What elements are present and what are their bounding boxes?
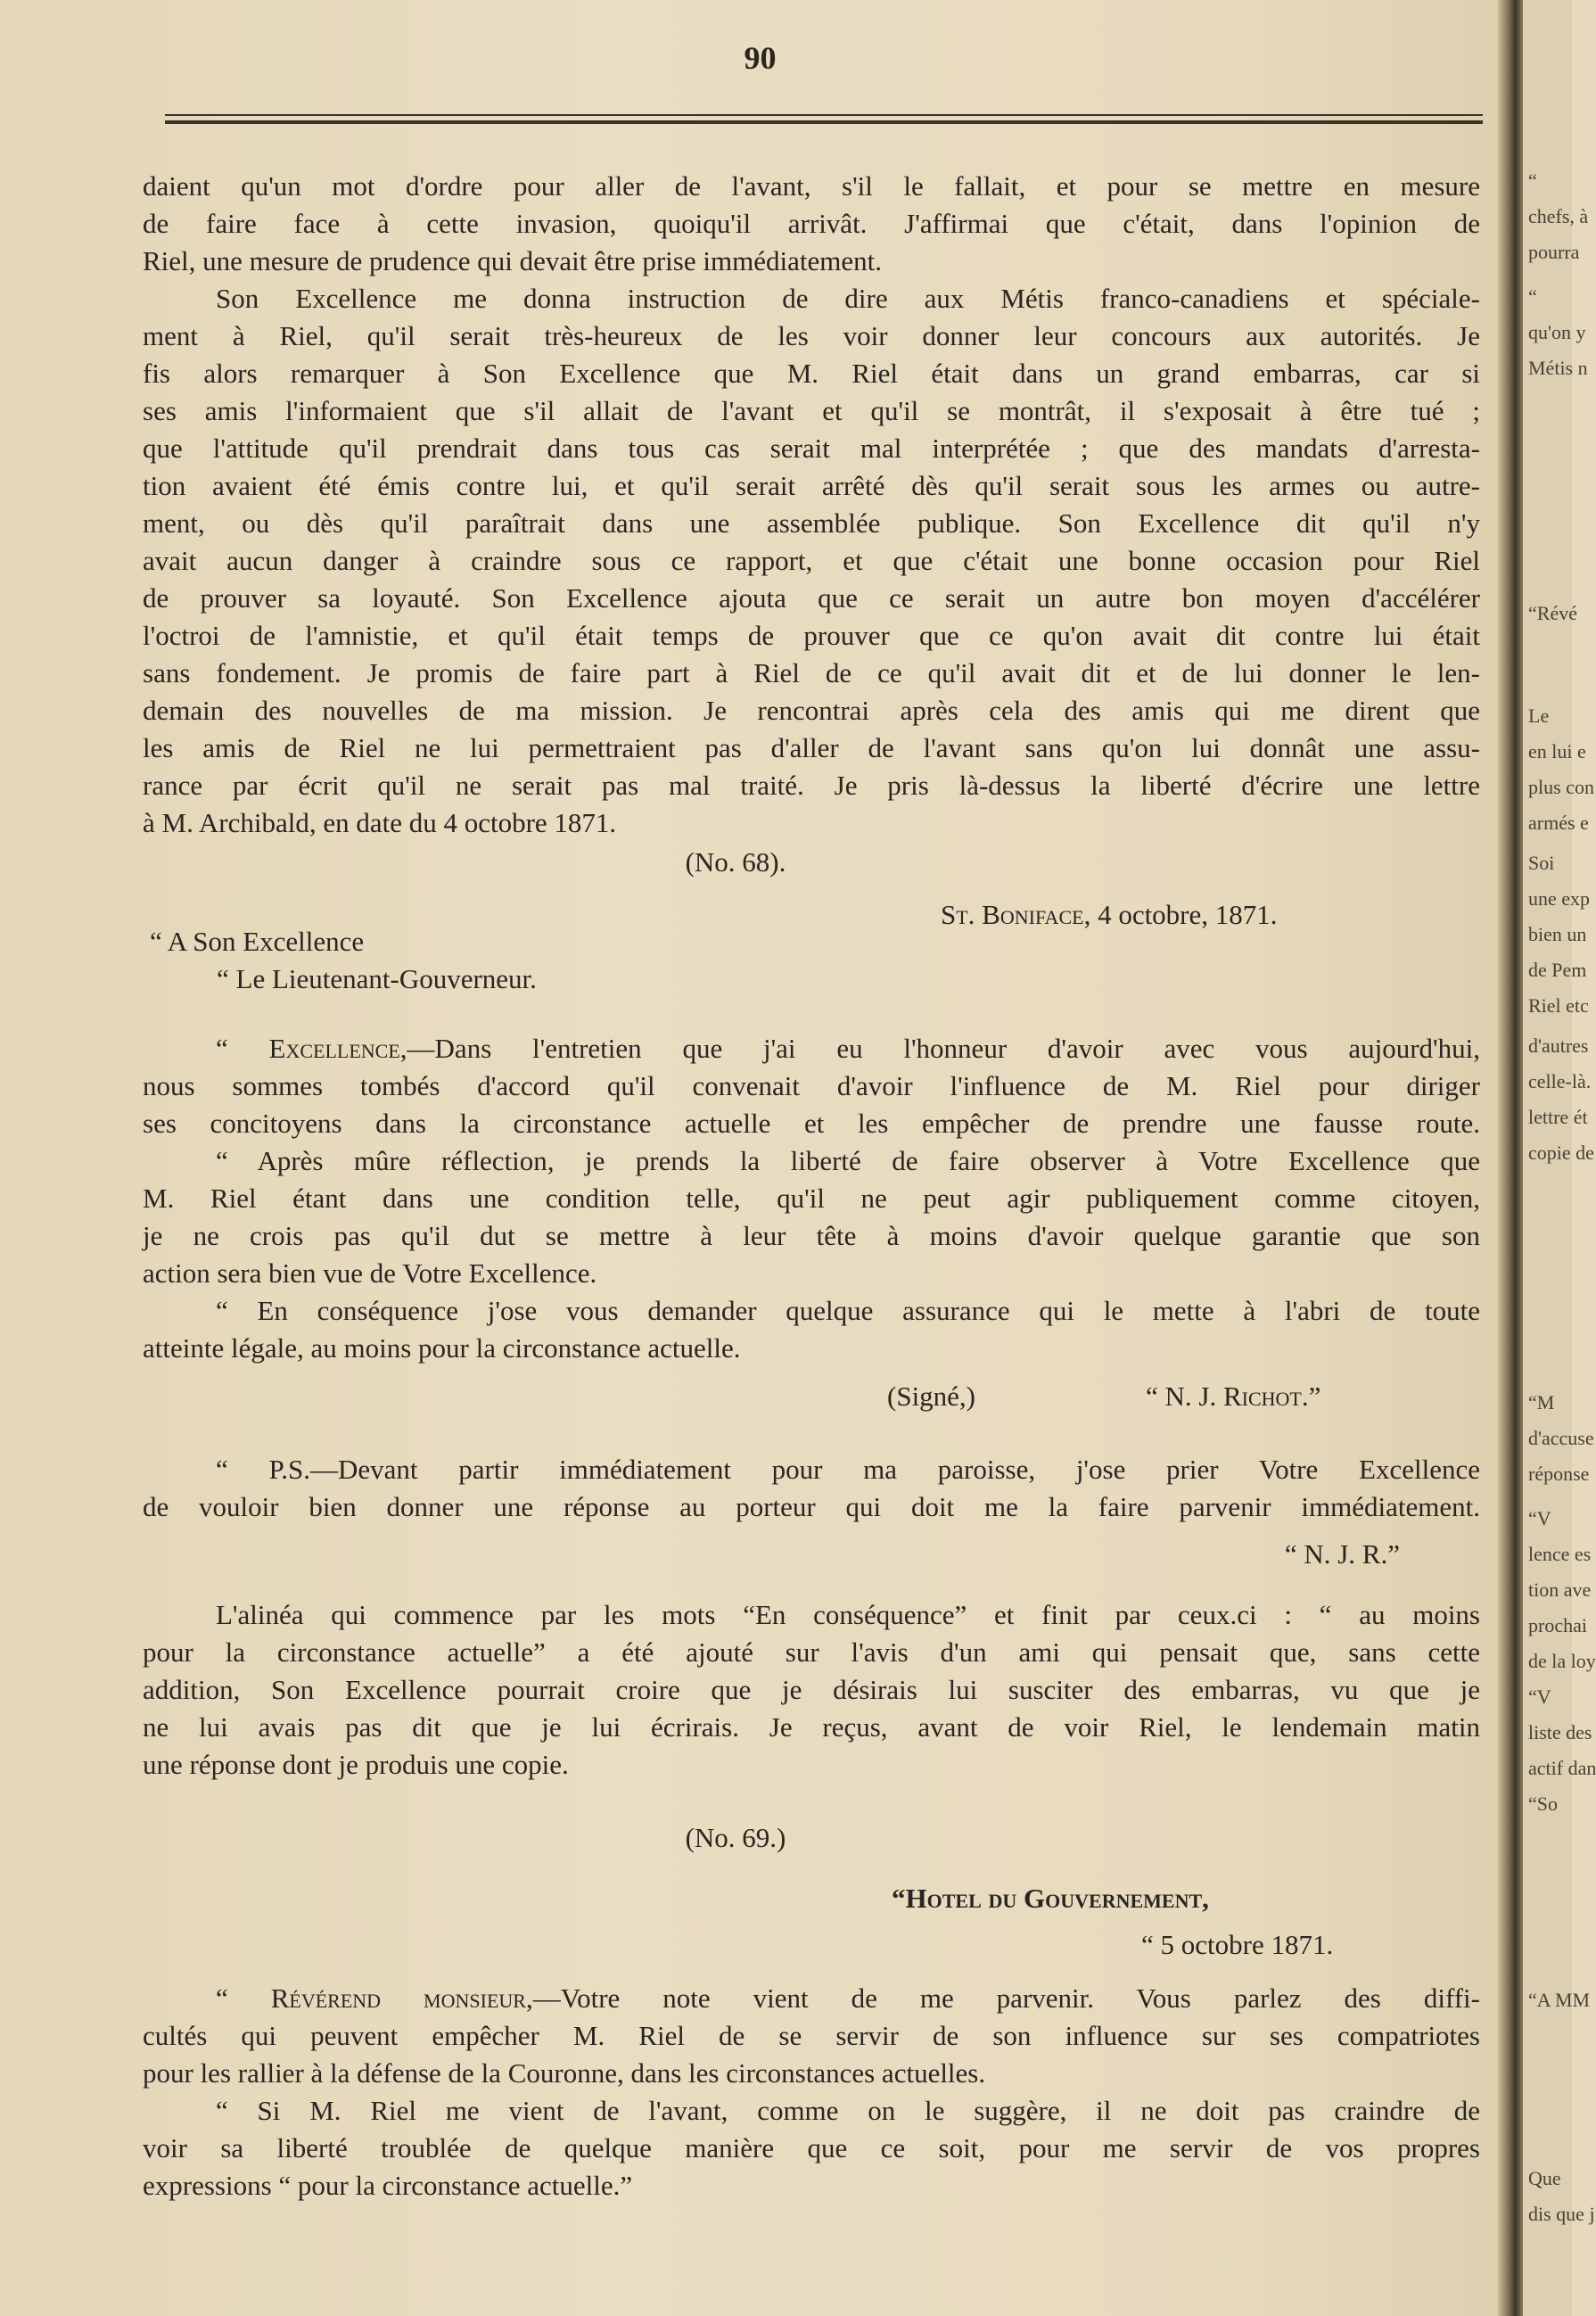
text-line: demain des nouvelles de ma mission. Je rencontrai après cela des amis qui me dirent que [143,695,1480,726]
text-line: les amis de Riel ne lui permettraient pas d'aller de l'avant sans qu'on lui donnât une assu- [143,732,1480,763]
adjacent-page-fragment: de Pem [1528,959,1587,981]
letter-69-salutation: “ Révérend monsieur, [216,1982,533,2014]
text-line: pour les rallier à la défense de la Couronne, dans les circonstances actuelles. [143,2057,986,2089]
text-line: voir sa liberté troublée de quelque manière que ce soit, pour me servir de vos propres [143,2132,1480,2164]
adjacent-page-fragment: bien un [1528,923,1587,945]
adjacent-page-fragment: celle-là. [1528,1070,1592,1092]
adjacent-page-fragment: plus con [1528,776,1594,798]
text-line: daient qu'un mot d'ordre pour aller de l'avant, s'il le fallait, et pour se mettre en mesure [143,170,1480,202]
text-line: à M. Archibald, en date du 4 octobre 1871. [143,807,617,838]
letter-68-signature-text: “ N. J. Richot.” [1146,1381,1321,1412]
text-line: tion avaient été émis contre lui, et qu'il serait arrêté dès qu'il serait sous les armes ou autre- [143,470,1480,501]
letter-68-line: —Dans l'entretien que j'ai eu l'honneur d'avoir avec vous aujourd'hui, [407,1033,1481,1064]
text-line: je ne crois pas qu'il dut se mettre à leur tête à moins d'avoir quelque garantie que son [143,1220,1480,1251]
text-line: Riel, une mesure de prudence qui devait être prise immédiatement. [143,245,882,276]
adjacent-page-fragment: lence es [1528,1543,1592,1565]
text-line: que l'attitude qu'il prendrait dans tous cas serait mal interprétée ; que des mandats d'arresta- [143,433,1480,464]
adjacent-page-fragment: actif dan [1528,1757,1596,1779]
adjacent-page-fragment: réponse [1528,1463,1590,1485]
letter-68-signature [1146,1378,1440,1415]
text-line: l'octroi de l'amnistie, et qu'il était temps de prouver que ce qu'on avait dit contre lui était [143,620,1480,651]
adjacent-page-fragment: liste des [1528,1721,1592,1743]
adjacent-page-fragment: dis que j [1528,2203,1595,2225]
text-line: “ P.S.—Devant partir immédiatement pour ma paroisse, j'ose prier Votre Excellence [216,1454,1480,1485]
letter-69-line: —Votre note vient de me parvenir. Vous parlez des diffi- [532,1982,1480,2014]
text-line: “ Après mûre réflection, je prends la liberté de faire observer à Votre Excellence que [216,1145,1480,1176]
body-text-middle [143,1596,1480,1784]
book-gutter [1498,0,1523,2316]
adjacent-page-fragment: armés e [1528,812,1589,834]
adjacent-page-fragment: chefs, à [1528,205,1589,227]
adjacent-page-fragment: Métis n [1528,357,1588,379]
text-line: ses amis l'informaient que s'il allait de l'avant et qu'il se montrât, il s'exposait à être tué ; [143,395,1480,426]
letter-68-addressee-2: “ Le Lieutenant-Gouverneur. [217,963,537,994]
page-number: 90 [744,40,777,76]
adjacent-page-fragment: Que [1528,2167,1561,2189]
text-line: fis alors remarquer à Son Excellence que M. Riel était dans un grand embarras, car si [143,358,1480,389]
adjacent-page-fragment: d'autres [1528,1034,1589,1057]
adjacent-page-fragment: “So [1528,1793,1558,1815]
letter-68-signed: (Signé,) [887,1381,976,1412]
text-line: atteinte légale, au moins pour la circonstance actuelle. [143,1332,741,1364]
adjacent-page-fragment: prochai [1528,1614,1587,1636]
text-line: expressions “ pour la circonstance actuelle.” [143,2170,633,2201]
body-text-top [143,168,1480,842]
adjacent-page-fragment: “A MM [1528,1989,1591,2011]
text-line: avait aucun danger à craindre sous ce rapport, et que c'était une bonne occasion pour Riel [143,545,1480,576]
text-line: ment, ou dès qu'il paraîtrait dans une assemblée publique. Son Excellence dit qu'il n'y [143,507,1480,539]
adjacent-page-fragment: Soi [1528,852,1555,874]
adjacent-page-fragment: “M [1528,1391,1555,1414]
adjacent-page-margin [1523,0,1596,2316]
text-line: rance par écrit qu'il ne serait pas mal traité. Je pris là-dessus la liberté d'écrire une lettre [143,770,1480,801]
adjacent-page-fragment: Riel etc [1528,994,1589,1017]
adjacent-page-fragment: qu'on y [1528,321,1586,343]
text-line: Son Excellence me donna instruction de dire aux Métis franco-canadiens et spéciale- [216,283,1480,314]
text-line: de vouloir bien donner une réponse au porteur qui doit me la faire parvenir immédiatement. [143,1491,1480,1522]
text-line [143,1980,1480,2017]
text-line: ne lui avais pas dit que je lui écrirais. Je reçus, avant de voir Riel, le lendemain matin [143,1711,1480,1743]
text-line: “ Si M. Riel me vient de l'avant, comme on le suggère, il ne doit pas craindre de [216,2095,1480,2126]
adjacent-page-fragment: une exp [1528,887,1591,910]
letter-68-ps [143,1451,1480,1526]
letter-69-body [143,1980,1480,2205]
text-line: L'alinéa qui commence par les mots “En conséquence” et finit par ceux.ci : “ au moins [216,1599,1480,1630]
adjacent-page-fragment: d'accuse [1528,1427,1594,1449]
text-line: sans fondement. Je promis de faire part à Riel de ce qu'il avait dit et de lui donner le len- [143,657,1480,688]
text-line: M. Riel étant dans une condition telle, qu'il ne peut agir publiquement comme citoyen, [143,1183,1480,1214]
adjacent-page-fragment: “ [1528,169,1537,192]
adjacent-page-fragment: “ [1528,285,1537,308]
adjacent-page-fragment: en lui e [1528,740,1586,762]
text-line: ment à Riel, qu'il serait très-heureux de les voir donner leur concours aux autorités. Je [143,320,1480,351]
text-line: de prouver sa loyauté. Son Excellence ajouta que ce serait un autre bon moyen d'accélérer [143,582,1480,614]
adjacent-page-fragment: tion ave [1528,1578,1592,1601]
adjacent-page-fragment: “V [1528,1507,1551,1529]
adjacent-page-fragment: Le [1528,705,1550,727]
letter-68-ps-signature: “ N. J. R.” [1284,1538,1400,1570]
header-rule-bottom [165,120,1483,124]
text-line: “ En conséquence j'ose vous demander quelque assurance qui le mette à l'abri de toute [216,1295,1480,1326]
adjacent-page-fragment: “Révé [1528,602,1577,624]
header-rule-top [165,114,1483,116]
letter-69-header-date: “ 5 octobre 1871. [1141,1929,1334,1960]
text-line [143,1030,1480,1067]
text-line: cultés qui peuvent empêcher M. Riel de se servir de son influence sur ses compatriotes [143,2020,1480,2051]
letter-68-place: St. Boniface [941,899,1084,930]
letter-68-date: , 4 octobre, 1871. [1083,899,1278,930]
letter-68-number: (No. 68). [685,846,786,878]
text-line: de faire face à cette invasion, quoiqu'il arrivât. J'affirmai que c'était, dans l'opinion de [143,208,1480,239]
letter-68-addressee-1: “ A Son Excellence [150,926,365,957]
letter-69-header-place: “Hotel du Gouvernement, [892,1883,1209,1914]
adjacent-page-fragment: de la loy [1528,1650,1596,1672]
letter-68-body [143,1030,1480,1367]
text-line: pour la circonstance actuelle” a été ajouté sur l'avis d'un ami qui pensait que, sans cette [143,1636,1480,1668]
letter-69-number: (No. 69.) [685,1822,786,1853]
text-line: action sera bien vue de Votre Excellence. [143,1257,597,1289]
text-line: nous sommes tombés d'accord qu'il convenait d'avoir l'influence de M. Riel pour diriger [143,1070,1480,1101]
adjacent-page-fragment: pourra [1528,241,1580,263]
letter-68-salutation: “ Excellence, [216,1033,407,1064]
text-line: addition, Son Excellence pourrait croire que je désirais lui susciter des embarras, vu que je [143,1674,1480,1705]
adjacent-page-fragment: “V [1528,1685,1551,1708]
adjacent-page-fragment: copie de [1528,1142,1594,1164]
text-line: une réponse dont je produis une copie. [143,1749,569,1780]
text-line: ses concitoyens dans la circonstance actuelle et les empêcher de prendre une fausse route. [143,1108,1480,1139]
adjacent-page-fragment: lettre ét [1528,1106,1588,1128]
